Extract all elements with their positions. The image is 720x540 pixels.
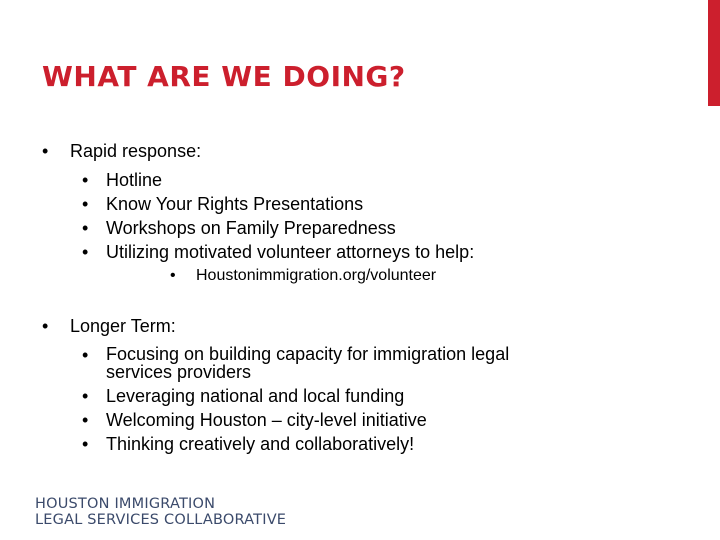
bullet-marker: •	[82, 218, 89, 238]
list-item-text: Workshops on Family Preparedness	[106, 218, 396, 238]
logo-line-1: HOUSTON IMMIGRATION	[35, 496, 216, 512]
bullet-marker: •	[82, 386, 89, 406]
logo-line-2: LEGAL SERVICES COLLABORATIVE	[35, 512, 287, 528]
list-item-text: Leveraging national and local funding	[106, 386, 405, 406]
list-item-text: Hotline	[106, 170, 163, 190]
slide-title: WHAT ARE WE DOING?	[42, 60, 406, 93]
bullet-marker: •	[42, 316, 49, 336]
bullet-marker: •	[82, 434, 89, 454]
organization-logo	[35, 496, 286, 528]
list-item-text: Welcoming Houston – city-level initiative	[106, 410, 427, 430]
volunteer-link-text[interactable]: Houstonimmigration.org/volunteer	[196, 267, 437, 284]
bullet-marker: •	[82, 170, 89, 190]
bullet-marker: •	[82, 194, 89, 214]
list-item-text: Focusing on building capacity for immigration legal services providers	[106, 344, 510, 382]
bullet-marker: •	[82, 242, 89, 262]
bullet-marker: •	[170, 267, 176, 284]
section-heading-text: Longer Term:	[70, 316, 176, 336]
bullet-marker: •	[42, 141, 49, 161]
list-item-text: Know Your Rights Presentations	[106, 194, 364, 214]
list-item-text: Thinking creatively and collaboratively!	[106, 434, 415, 454]
accent-bar	[708, 0, 720, 106]
bullet-marker: •	[82, 345, 89, 365]
list-item-text: Utilizing motivated volunteer attorneys to help:	[106, 242, 475, 262]
section-heading-text: Rapid response:	[70, 141, 202, 161]
bullet-marker: •	[82, 410, 89, 430]
